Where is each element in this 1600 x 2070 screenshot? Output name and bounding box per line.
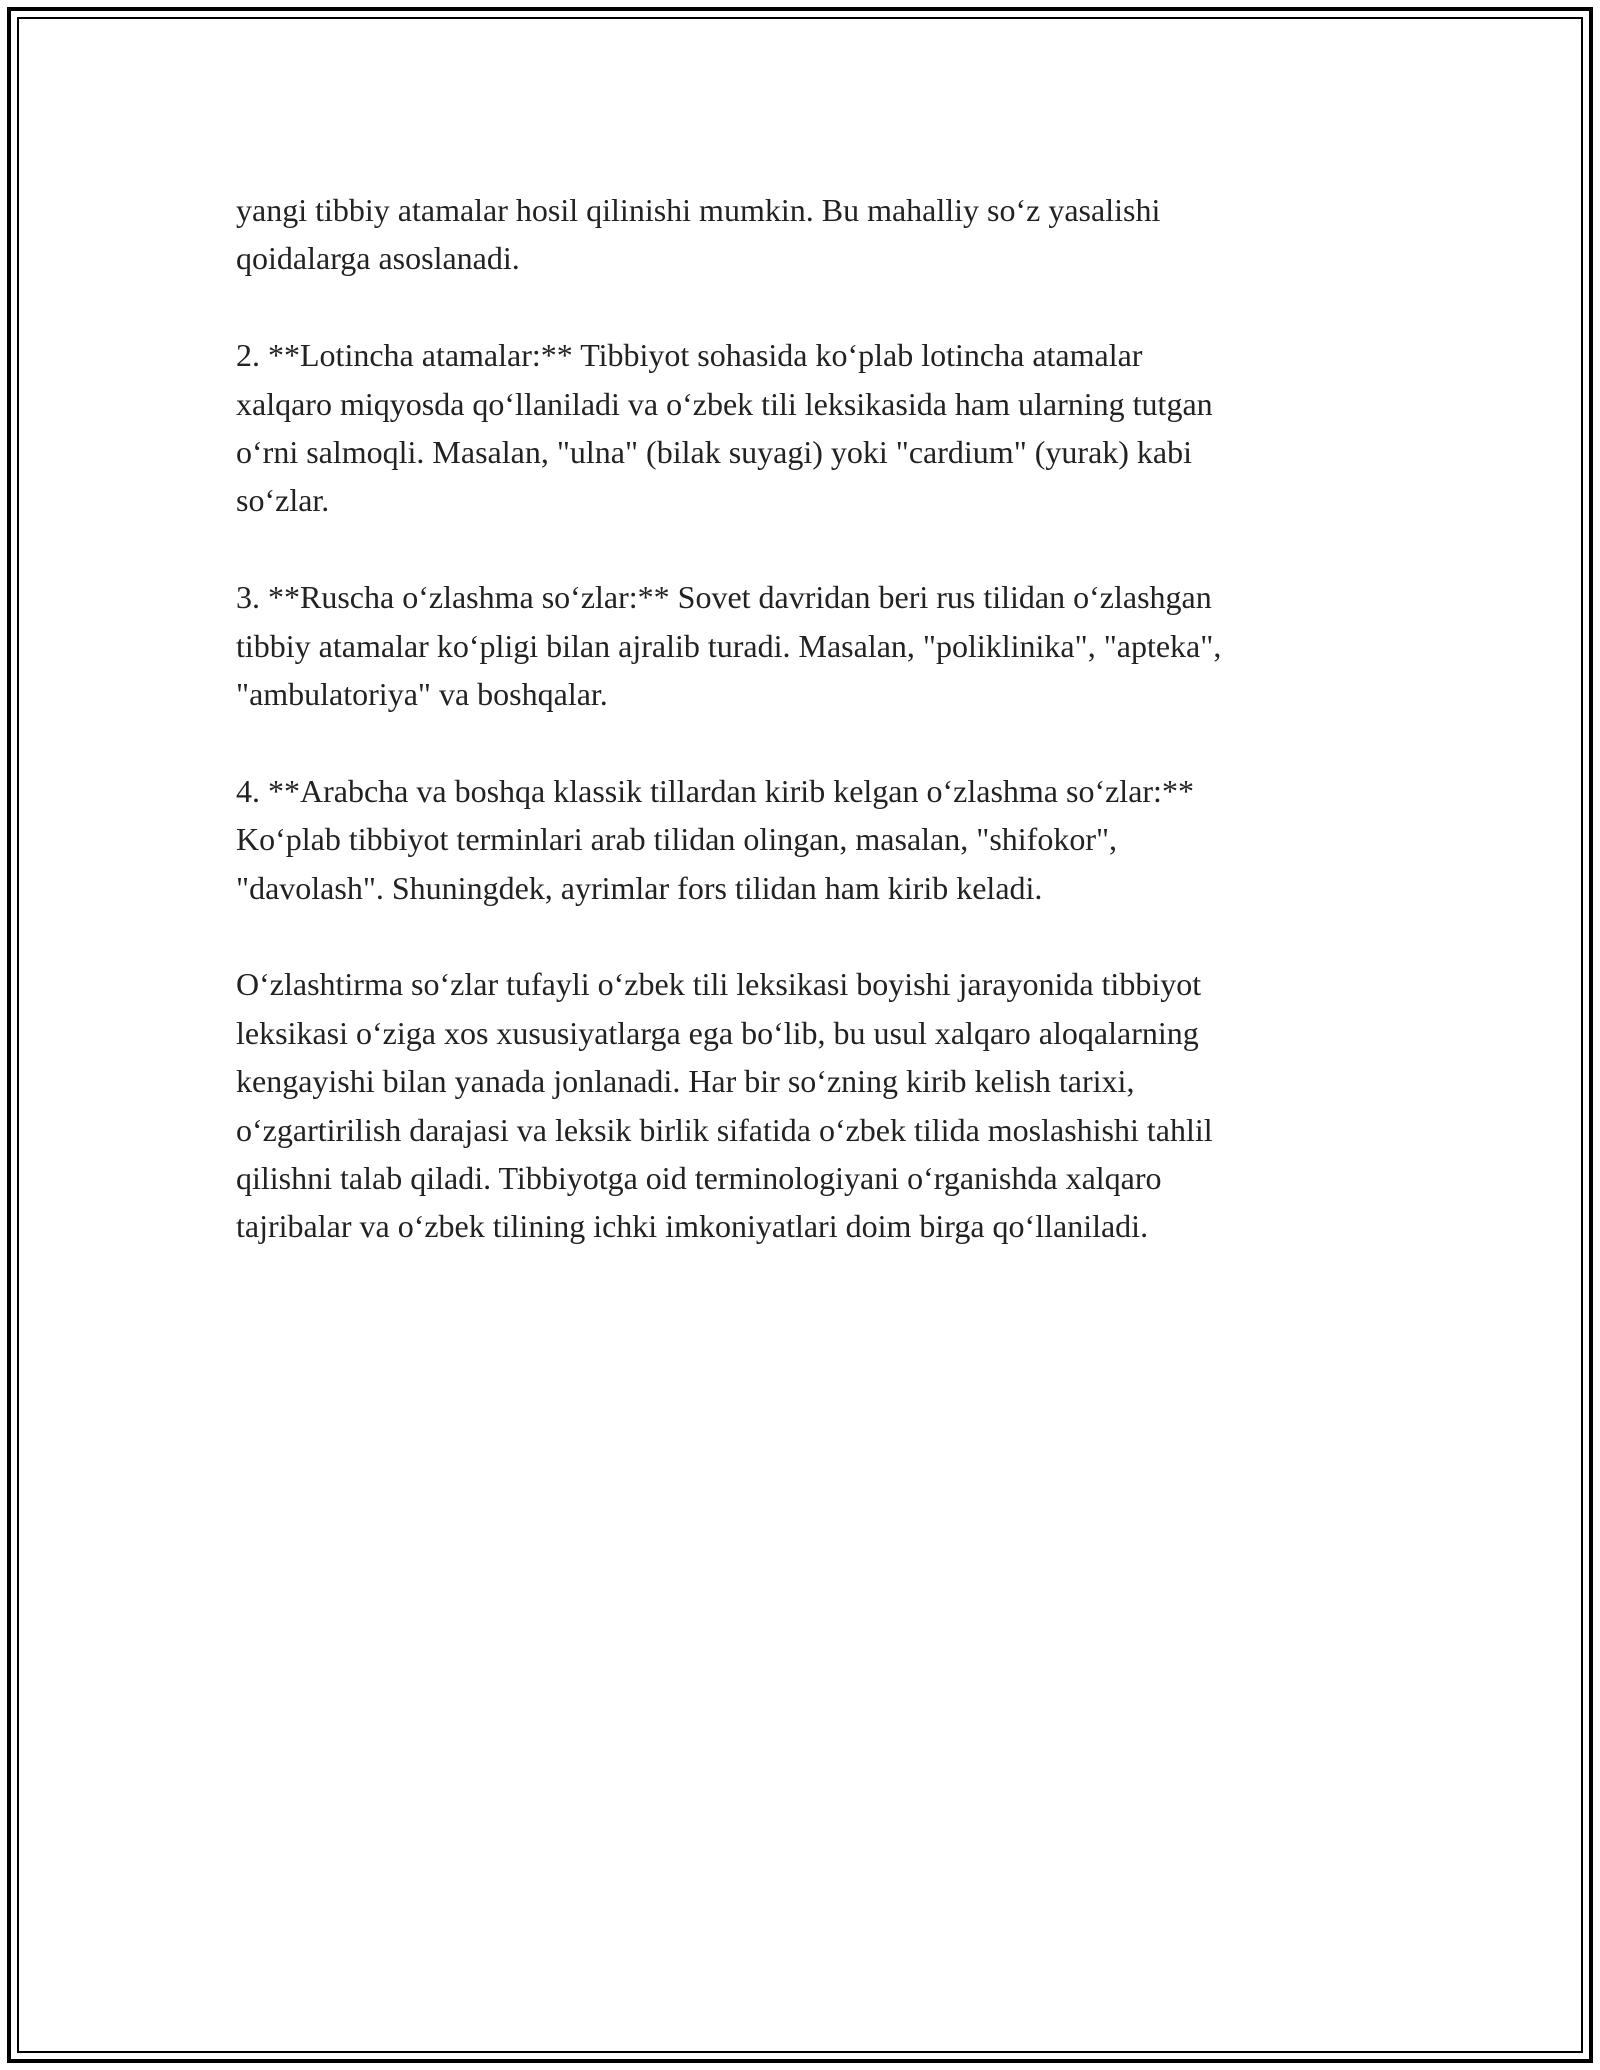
- text-line: 4. **Arabcha va boshqa klassik tillardan kirib kelgan o‘zlashma so‘zlar:**: [236, 772, 1194, 809]
- paragraph-russian-loanwords: [236, 573, 1376, 718]
- paragraph-intro-continuation: [236, 186, 1376, 283]
- text-line: o‘rni salmoqli. Masalan, "ulna" (bilak suyagi) yoki "cardium" (yurak) kabi: [236, 434, 1193, 471]
- paragraph-latin-terms: [236, 331, 1376, 525]
- text-line: qilishni talab qiladi. Tibbiyotga oid terminologiyani o‘rganishda xalqaro: [236, 1160, 1162, 1197]
- paragraph-arabic-loanwords: [236, 767, 1376, 912]
- text-line: xalqaro miqyosda qo‘llaniladi va o‘zbek tili leksikasida ham ularning tutgan: [236, 385, 1213, 422]
- text-line: so‘zlar.: [236, 482, 330, 519]
- text-line: o‘zgartirilish darajasi va leksik birlik sifatida o‘zbek tilida moslashishi tahlil: [236, 1111, 1213, 1148]
- text-line: 2. **Lotincha atamalar:** Tibbiyot sohasida ko‘plab lotincha atamalar: [236, 337, 1143, 374]
- text-line: 3. **Ruscha o‘zlashma so‘zlar:** Sovet davridan beri rus tilidan o‘zlashgan: [236, 579, 1212, 616]
- text-line: O‘zlashtirma so‘zlar tufayli o‘zbek tili leksikasi boyishi jarayonida tibbiyot: [236, 966, 1202, 1003]
- text-line: qoidalarga asoslanadi.: [236, 240, 520, 277]
- text-line: "davolash". Shuningdek, ayrimlar fors tilidan ham kirib keladi.: [236, 869, 1043, 906]
- paragraph-conclusion: [236, 960, 1376, 1250]
- text-line: tibbiy atamalar ko‘pligi bilan ajralib turadi. Masalan, "poliklinika", "apteka",: [236, 627, 1222, 664]
- text-line: leksikasi o‘ziga xos xususiyatlarga ega bo‘lib, bu usul xalqaro aloqalarning: [236, 1014, 1199, 1051]
- text-line: Ko‘plab tibbiyot terminlari arab tilidan olingan, masalan, "shifokor",: [236, 821, 1118, 858]
- text-line: kengayishi bilan yanada jonlanadi. Har bir so‘zning kirib kelish tarixi,: [236, 1063, 1135, 1100]
- document-body: [236, 186, 1376, 1251]
- text-line: "ambulatoriya" va boshqalar.: [236, 676, 608, 713]
- text-line: tajribalar va o‘zbek tilining ichki imkoniyatlari doim birga qo‘llaniladi.: [236, 1208, 1149, 1245]
- text-line: yangi tibbiy atamalar hosil qilinishi mumkin. Bu mahalliy so‘z yasalishi: [236, 192, 1161, 228]
